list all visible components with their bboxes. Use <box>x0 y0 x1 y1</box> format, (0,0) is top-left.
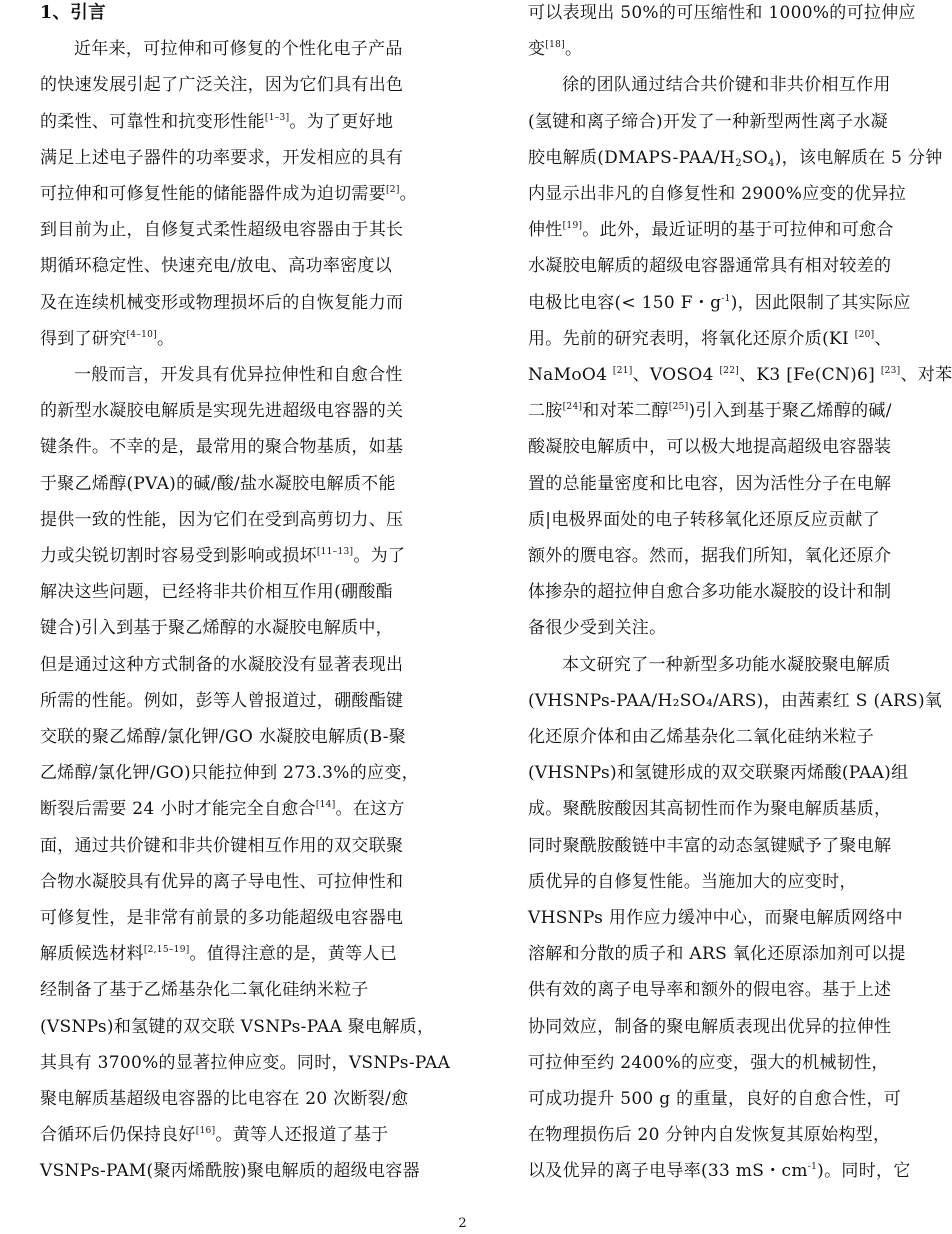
text-span: 得到了研究 <box>40 328 127 349</box>
text-span: 经制备了基于乙烯基杂化二氧化硅纳米粒子 <box>40 980 369 1001</box>
text-line <box>40 610 393 646</box>
text-line <box>528 900 903 936</box>
text-span: 。 <box>157 328 175 349</box>
text-line <box>528 1117 890 1153</box>
text-line <box>528 1081 901 1117</box>
text-line <box>40 1009 434 1045</box>
text-span: 。此外，最近证明的基于可拉伸和可愈合 <box>582 220 894 241</box>
text-line <box>40 864 403 900</box>
text-span: 乙烯醇/氯化钾/GO)只能拉伸到 273.3%的应变， <box>40 763 419 784</box>
text-line <box>40 429 403 465</box>
text-line <box>528 972 891 1008</box>
text-span: 成。聚酰胺酸因其高韧性而作为聚电解质基质， <box>528 799 892 820</box>
citation: [23] <box>880 366 901 376</box>
text-span: 合物水凝胶具有优异的离子导电性、可拉伸性和 <box>40 871 404 892</box>
text-line <box>528 285 911 321</box>
text-line <box>40 285 403 321</box>
citation: [24] <box>562 402 583 413</box>
text-span: 键条件。不幸的是，最常用的聚合物基质，如基 <box>40 437 404 458</box>
text-line <box>528 357 952 393</box>
text-line <box>40 755 419 791</box>
text-span: )。同时，它 <box>817 1161 911 1182</box>
text-span: 其具有 3700%的显著拉伸应变。同时，VSNPs-PAA <box>40 1052 451 1073</box>
text-span: 徐的团队通过结合共价键和非共价相互作用 <box>562 75 891 96</box>
text-span: 质优异的自修复性能。当施加大的应变时， <box>528 871 857 892</box>
text-line <box>528 466 891 502</box>
text-span: )引入到基于聚乙烯醇的碱/ <box>688 401 892 422</box>
text-line <box>528 1009 891 1045</box>
citation: [22] <box>719 366 740 376</box>
text-line <box>528 1045 889 1081</box>
text-span: 内显示出非凡的自修复性和 2900%应变的优异拉 <box>528 184 907 204</box>
text-span: 提供一致的性能，因为它们在受到高剪切力、压 <box>40 509 404 530</box>
text-span: 备很少受到关注。 <box>528 618 667 639</box>
text-span: 1、引言 <box>40 3 106 23</box>
text-span: 一般而言，开发具有优异拉伸性和自愈合性 <box>74 365 403 385</box>
text-line <box>40 104 393 140</box>
text-line <box>40 1117 388 1153</box>
text-line <box>40 972 369 1008</box>
text-line <box>40 502 403 538</box>
citation: [16] <box>195 1126 216 1137</box>
text-span: 解质候选材料 <box>40 944 144 965</box>
text-span: 但是通过这种方式制备的水凝胶没有显著表现出 <box>40 654 404 675</box>
text-line <box>528 0 916 31</box>
text-line <box>528 574 891 610</box>
text-line <box>40 212 403 248</box>
text-span: 变 <box>528 39 546 60</box>
text-span: (VSNPs)和氢键的双交联 VSNPs-PAA 聚电解质， <box>40 1016 435 1037</box>
citation: -1 <box>721 293 731 304</box>
text-span: 化还原介体和由乙烯基杂化二氧化硅纳米粒子 <box>528 727 874 747</box>
text-span: 键合)引入到基于聚乙烯醇的水凝胶电解质中， <box>40 618 393 639</box>
text-span: 同时聚酰胺酸链中丰富的动态氢键赋予了聚电解 <box>528 835 892 856</box>
text-span: 可以表现出 50%的可压缩性和 1000%的可拉伸应 <box>528 3 916 23</box>
text-line <box>40 791 405 827</box>
text-span: 可修复性，是非常有前景的多功能超级电容器电 <box>40 908 404 928</box>
text-line <box>40 67 403 103</box>
text-span: 所需的性能。例如，彭等人曾报道过，硼酸酯键 <box>40 690 404 711</box>
text-span: 。 <box>399 184 417 204</box>
text-line <box>528 393 892 429</box>
citation: -1 <box>807 1162 818 1173</box>
text-line <box>528 321 892 357</box>
text-span: 和对苯二醇 <box>582 401 669 422</box>
text-span: 的快速发展引起了广泛关注，因为它们具有出色 <box>40 75 404 96</box>
text-line <box>528 864 857 900</box>
text-span: 溶解和分散的质子和 ARS 氧化还原添加剂可以提 <box>528 944 906 965</box>
text-span: 用。先前的研究表明，将氧化还原介质(KI <box>528 328 855 349</box>
citation: [2] <box>386 185 400 195</box>
text-line <box>528 212 894 248</box>
text-line <box>528 31 582 67</box>
text-line <box>528 538 891 574</box>
text-span: (VHSNPs-PAA/H₂SO₄/ARS)，由茜素红 S (ARS)氧 <box>528 690 943 711</box>
text-span: 近年来，可拉伸和可修复的个性化电子产品 <box>74 39 403 60</box>
text-line <box>528 248 891 284</box>
text-line <box>528 429 891 465</box>
text-line <box>528 502 880 538</box>
text-span: 及在连续机械变形或物理损坏后的自恢复能力而 <box>40 292 404 313</box>
text-span: 二胺 <box>528 401 563 422</box>
section-heading <box>40 0 106 31</box>
text-span: 力或尖锐切割时容易受到影响或损坏 <box>40 546 317 566</box>
text-line <box>528 719 874 755</box>
text-line <box>40 683 403 719</box>
text-line <box>40 538 405 574</box>
subscript: 2 <box>735 157 742 169</box>
text-span: 的柔性、可靠性和抗变形性能 <box>40 111 265 132</box>
citation: [25] <box>668 402 689 413</box>
text-span: 于聚乙烯醇(PVA)的碱/酸/盐水凝胶电解质不能 <box>40 473 396 494</box>
text-line <box>40 176 417 212</box>
text-span: 在物理损伤后 20 分钟内自发恢复其原始构型， <box>528 1125 891 1146</box>
text-span: 到目前为止，自修复式柔性超级电容器由于其长 <box>40 220 404 241</box>
text-line <box>528 755 908 791</box>
text-span: 水凝胶电解质的超级电容器通常具有相对较差的 <box>528 256 892 277</box>
subscript: 4 <box>768 157 775 169</box>
text-line <box>528 683 942 719</box>
text-line <box>40 248 392 284</box>
text-line <box>562 647 891 683</box>
text-line <box>40 140 403 176</box>
citation: [18] <box>545 40 565 51</box>
text-span: 置的总能量密度和比电容，因为活性分子在电解 <box>528 473 892 494</box>
citation: [14] <box>315 800 336 811</box>
text-span: 。黄等人还报道了基于 <box>215 1125 389 1146</box>
text-span: VHSNPs 用作应力缓冲中心，而聚电解质网络中 <box>528 908 903 928</box>
text-line <box>40 900 403 936</box>
text-span: 可成功提升 500 g 的重量，良好的自愈合性，可 <box>528 1089 902 1109</box>
text-span: 。 <box>565 39 583 60</box>
text-span: 酸凝胶电解质中，可以极大地提高超级电容器装 <box>528 437 892 458</box>
text-span: 满足上述电子器件的功率要求，开发相应的具有 <box>40 147 404 168</box>
text-span: 交联的聚乙烯醇/氯化钾/GO 水凝胶电解质(B-聚 <box>40 727 407 747</box>
text-line <box>528 828 891 864</box>
text-line <box>528 610 666 646</box>
text-span: 胶电解质(DMAPS-PAA/H <box>528 147 736 168</box>
text-span: 期循环稳定性、快速充电/放电、高功率密度以 <box>40 256 393 277</box>
text-span: )，因此限制了其实际应 <box>730 292 911 313</box>
text-span: 。为了更好地 <box>289 111 394 132</box>
text-span: 解决这些问题，已经将非共价相互作用(硼酸酯 <box>40 582 393 603</box>
text-span: 供有效的离子电导率和额外的假电容。基于上述 <box>528 980 892 1001</box>
text-line <box>40 393 403 429</box>
text-span: NaMoO4 <box>528 365 613 385</box>
text-span: 。在这方 <box>335 799 405 820</box>
citation: [21] <box>612 366 633 376</box>
text-span: 、 <box>874 328 892 349</box>
text-span: 伸性 <box>528 220 563 241</box>
text-line <box>40 828 403 864</box>
text-span: 、对苯 <box>900 365 952 385</box>
citation: [11–13] <box>316 547 354 557</box>
citation: [20] <box>854 329 875 340</box>
text-line <box>528 176 906 212</box>
text-span: 、VOSO4 <box>632 365 720 385</box>
citation: [19] <box>562 221 583 232</box>
text-line <box>40 574 393 610</box>
text-span: 本文研究了一种新型多功能水凝胶聚电解质 <box>562 654 891 675</box>
text-line <box>528 1153 911 1189</box>
text-span: (氢键和离子缔合)开发了一种新型两性离子水凝 <box>528 111 888 132</box>
text-line <box>528 104 888 140</box>
text-span: 。值得注意的是，黄等人已 <box>189 944 398 965</box>
text-span: 合循环后仍保持良好 <box>40 1125 196 1146</box>
page-number: 2 <box>458 1216 467 1231</box>
text-span: )，该电解质在 5 分钟 <box>774 147 943 168</box>
text-line <box>40 1045 450 1081</box>
citation: [4–10] <box>126 329 158 340</box>
text-span: VSNPs-PAM(聚丙烯酰胺)聚电解质的超级电容器 <box>40 1161 420 1182</box>
text-line <box>40 1153 420 1189</box>
text-line <box>74 357 403 393</box>
text-span: 可拉伸和可修复性能的储能器件成为迫切需要 <box>40 184 386 204</box>
text-span: 、K3 [Fe(CN)6] <box>739 365 881 385</box>
text-span: 协同效应，制备的聚电解质表现出优异的拉伸性 <box>528 1016 892 1037</box>
text-span: 断裂后需要 24 小时才能完全自愈合 <box>40 799 316 820</box>
text-line <box>40 719 406 755</box>
text-span: (VHSNPs)和氢键形成的双交联聚丙烯酸(PAA)组 <box>528 763 909 784</box>
text-line <box>528 936 906 972</box>
text-span: 质|电极界面处的电子转移氧化还原反应贡献了 <box>528 509 881 530</box>
text-span: 可拉伸至约 2400%的应变，强大的机械韧性， <box>528 1052 889 1073</box>
text-span: SO <box>741 147 769 168</box>
text-line <box>40 321 174 357</box>
text-span: 面，通过共价键和非共价键相互作用的双交联聚 <box>40 835 404 856</box>
citation: [2,15–19] <box>143 945 190 956</box>
text-span: 以及优异的离子电导率(33 mS・cm <box>528 1161 808 1182</box>
text-span: 额外的赝电容。然而，据我们所知，氧化还原介 <box>528 546 892 566</box>
text-line <box>562 67 891 103</box>
text-span: 体掺杂的超拉伸自愈合多功能水凝胶的设计和制 <box>528 582 892 603</box>
citation: [1–3] <box>264 112 290 123</box>
text-line <box>40 647 403 683</box>
text-line <box>528 140 943 176</box>
text-span: 电极比电容(< 150 F・g <box>528 292 722 313</box>
text-span: 的新型水凝胶电解质是实现先进超级电容器的关 <box>40 401 404 422</box>
text-span: 聚电解质基超级电容器的比电容在 20 次断裂/愈 <box>40 1089 409 1109</box>
text-line <box>528 791 891 827</box>
text-span: 。为了 <box>353 546 406 566</box>
text-line <box>40 1081 408 1117</box>
text-line <box>74 31 403 67</box>
text-line <box>40 936 397 972</box>
text-line <box>40 466 396 502</box>
